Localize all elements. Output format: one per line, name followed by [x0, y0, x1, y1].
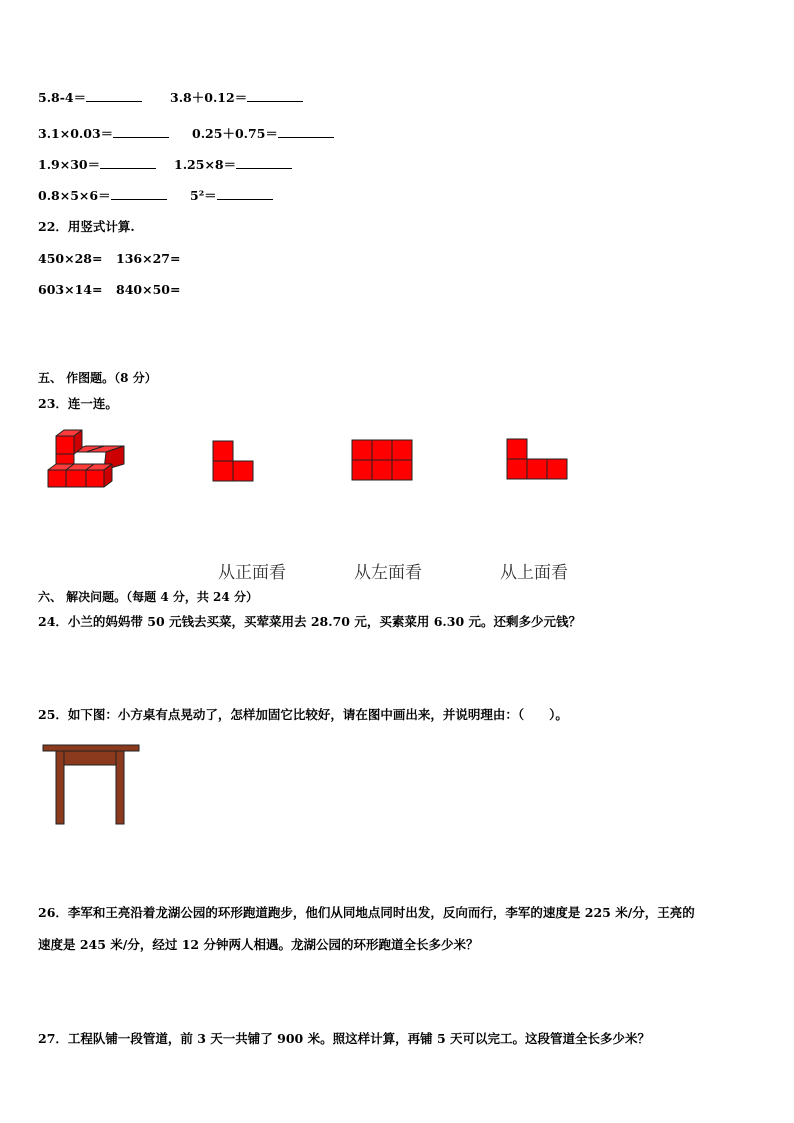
question-26-line-2: 速度是 245 米/分，经过 12 分钟两人相遇。龙湖公园的环形跑道全长多少米？ — [38, 937, 479, 952]
calc-item: 0.8×5×6＝ — [38, 187, 167, 204]
shape-option-2 — [351, 439, 413, 481]
answer-blank[interactable] — [111, 187, 167, 200]
answer-blank[interactable] — [278, 125, 334, 138]
calc-item: 5²＝ — [190, 187, 273, 204]
answer-blank[interactable] — [86, 89, 142, 102]
calc-item: 0.25＋0.75＝ — [192, 125, 334, 142]
view-label-front: 从正面看 — [218, 563, 286, 583]
question-27: 27．工程队铺一段管道，前 3 天一共铺了 900 米。照这样计算，再铺 5 天可以完工。这段管道全长多少米？ — [38, 1031, 650, 1046]
vertical-calc-item: 840×50= — [116, 282, 181, 297]
calc-item: 1.25×8＝ — [174, 156, 292, 173]
question-26-line-1: 26．李军和王亮沿着龙湖公园的环形跑道跑步，他们从同地点同时出发，反向而行，李军的速度是 225 米/分，王亮的 — [38, 905, 695, 920]
answer-blank[interactable] — [217, 187, 273, 200]
cube-stack-figure — [44, 426, 128, 488]
view-label-left: 从左面看 — [354, 563, 422, 583]
question-22-title: 22．用竖式计算. — [38, 219, 135, 234]
vertical-calc-item: 450×28= — [38, 251, 103, 266]
answer-blank[interactable] — [113, 125, 169, 138]
question-25: 25．如下图：小方桌有点晃动了，怎样加固它比较好，请在图中画出来，并说明理由：（ ）。 — [38, 707, 568, 722]
section-5-title: 五、 作图题。（8 分） — [38, 371, 157, 385]
table-figure — [42, 744, 140, 826]
question-24: 24．小兰的妈妈带 50 元钱去买菜，买荤菜用去 28.70 元，买素菜用 6.30 元。还剩多少元钱？ — [38, 614, 581, 629]
view-label-top: 从上面看 — [500, 563, 568, 583]
answer-blank[interactable] — [247, 89, 303, 102]
calc-item: 3.1×0.03＝ — [38, 125, 169, 142]
calc-item: 5.8-4＝ — [38, 89, 142, 106]
answer-blank[interactable] — [236, 156, 292, 169]
vertical-calc-item: 603×14= — [38, 282, 103, 297]
answer-blank[interactable] — [100, 156, 156, 169]
question-23-title: 23．连一连。 — [38, 396, 118, 411]
calc-item: 1.9×30＝ — [38, 156, 156, 173]
shape-option-3 — [506, 438, 568, 480]
section-6-title: 六、 解决问题。（每题 4 分，共 24 分） — [38, 590, 258, 604]
calc-item: 3.8＋0.12＝ — [170, 89, 303, 106]
shape-option-1 — [212, 440, 256, 482]
vertical-calc-item: 136×27= — [116, 251, 181, 266]
